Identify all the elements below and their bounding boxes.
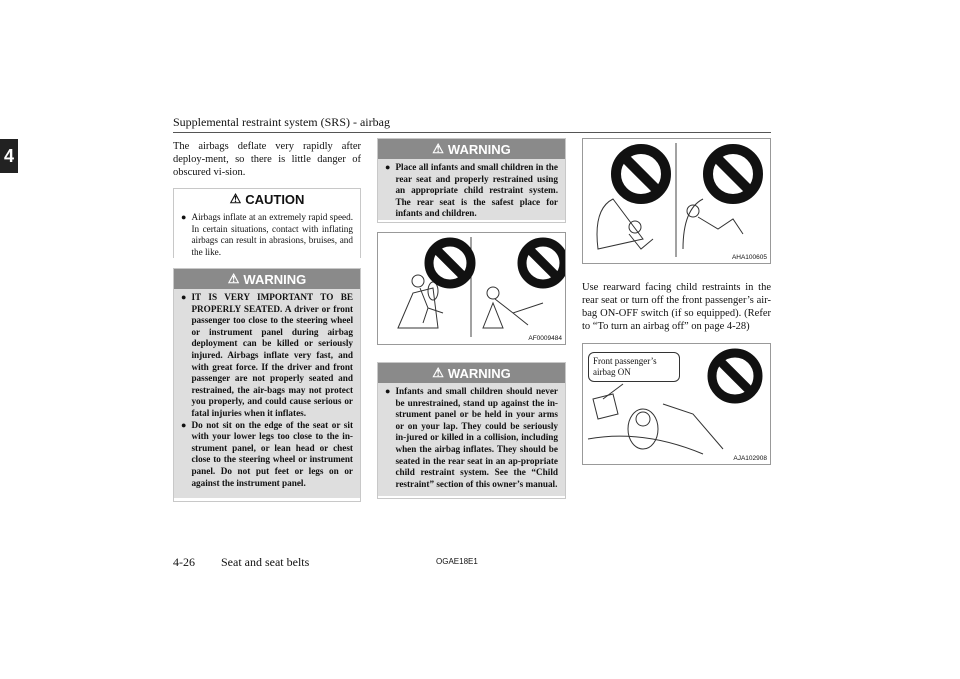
figure-code: AF0009484 — [528, 335, 562, 342]
warning-bullet-text: Place all infants and small children in the rear seat and properly restrained using an appropriate child restraint system. The rear seat is the safest place for infants and children. — [395, 162, 558, 219]
warning-heading — [378, 363, 565, 383]
chapter-tab: 4 — [0, 139, 18, 173]
warning-triangle-icon: ⚠ — [432, 141, 444, 156]
warning-bullet-text: Infants and small children should never be unrestrained, stand up against the in-strument panel or be held in your arms or on your lap. They could be seriously in-jured or killed in a collision, including when the airbag inflates. They should be seated in the rear seat in an ap-propriate child restraint system. See the “Child restraint” section of this owner’s manual. — [395, 386, 558, 489]
bullet-icon: ● — [181, 419, 187, 430]
prohibition-icon — [712, 353, 758, 399]
bullet-icon: ● — [385, 162, 391, 172]
rearward-facing-paragraph: Use rearward facing child restraints in the rear seat or turn off the front passenger’s air-bag ON-OFF switch (if so equipped). (Refer to “To turn an airbag off” on page 4-28) — [582, 282, 771, 332]
airbag-on-callout: Front passenger’s airbag ON — [588, 352, 680, 382]
prohibition-icon — [616, 149, 666, 199]
figure-code: AJA102908 — [733, 455, 767, 462]
warning-bullet — [385, 162, 558, 220]
header-rule — [173, 132, 771, 133]
caution-box — [173, 188, 361, 258]
warning-label: WARNING — [447, 365, 511, 381]
warning-body — [378, 383, 565, 496]
intro-paragraph: The airbags deflate very rapidly after deploy-ment, so there is little danger of obscured vi-sion. — [173, 141, 361, 178]
prohibition-icon — [429, 242, 471, 284]
page-header-title: Supplemental restraint system (SRS) - airbag — [173, 115, 390, 129]
caution-label: CAUTION — [245, 191, 305, 207]
section-name: Seat and seat belts — [221, 555, 310, 569]
bullet-icon: ● — [181, 292, 187, 302]
warning-box-unrestrained-children — [377, 362, 566, 499]
prohibition-icon — [522, 242, 564, 284]
figure-driver-too-close — [377, 232, 566, 345]
warning-bullet-text: IT IS VERY IMPORTANT TO BE PROPERLY SEATED. A driver or front passenger too close to the steering wheel or instrument panel during airbag deployment can be killed or seriously injured. Airbags inflate very fast, and with great force. If the driver and front passenger are not properly seated and restrained, the air-bags may not protect you properly, and could cause serious or fatal injuries when it inflates. — [191, 292, 353, 418]
warning-bullet-text: Do not sit on the edge of the seat or sit with your lower legs too close to the in-strument panel, or lean head or chest close to the steering wheel or instrument panel. Do not put feet or legs on or against the instrument panel. — [191, 419, 353, 488]
figure-code: AHA100605 — [731, 254, 767, 261]
caution-heading — [174, 189, 360, 209]
caution-bullet — [181, 212, 353, 258]
figure-illustration — [378, 233, 565, 344]
warning-body — [378, 159, 565, 220]
warning-body — [174, 289, 360, 498]
warning-label: WARNING — [447, 141, 511, 157]
warning-triangle-icon: ⚠ — [229, 191, 242, 206]
warning-bullet — [385, 386, 558, 490]
warning-bullet — [181, 292, 353, 420]
warning-heading — [378, 139, 565, 159]
warning-label: WARNING — [243, 271, 307, 287]
figure-child-front-seat — [582, 138, 771, 264]
page-number: 4-26 — [173, 555, 195, 569]
warning-triangle-icon: ⚠ — [432, 365, 444, 380]
caution-body — [174, 209, 360, 264]
figure-illustration — [583, 139, 770, 263]
bullet-icon: ● — [181, 212, 187, 222]
bullet-icon: ● — [385, 386, 391, 396]
warning-box-rear-seat — [377, 138, 566, 223]
warning-box-seating — [173, 268, 361, 502]
warning-bullet — [181, 420, 353, 490]
prohibition-icon — [708, 149, 758, 199]
caution-bullet-text: Airbags inflate at an extremely rapid speed. In certain situations, contact with inflating airbags can result in abrasions, bruises, and the like. — [191, 212, 353, 257]
warning-triangle-icon: ⚠ — [227, 271, 240, 286]
document-code: OGAE18E1 — [436, 557, 478, 566]
warning-heading — [174, 269, 360, 289]
figure-airbag-on — [582, 343, 771, 465]
